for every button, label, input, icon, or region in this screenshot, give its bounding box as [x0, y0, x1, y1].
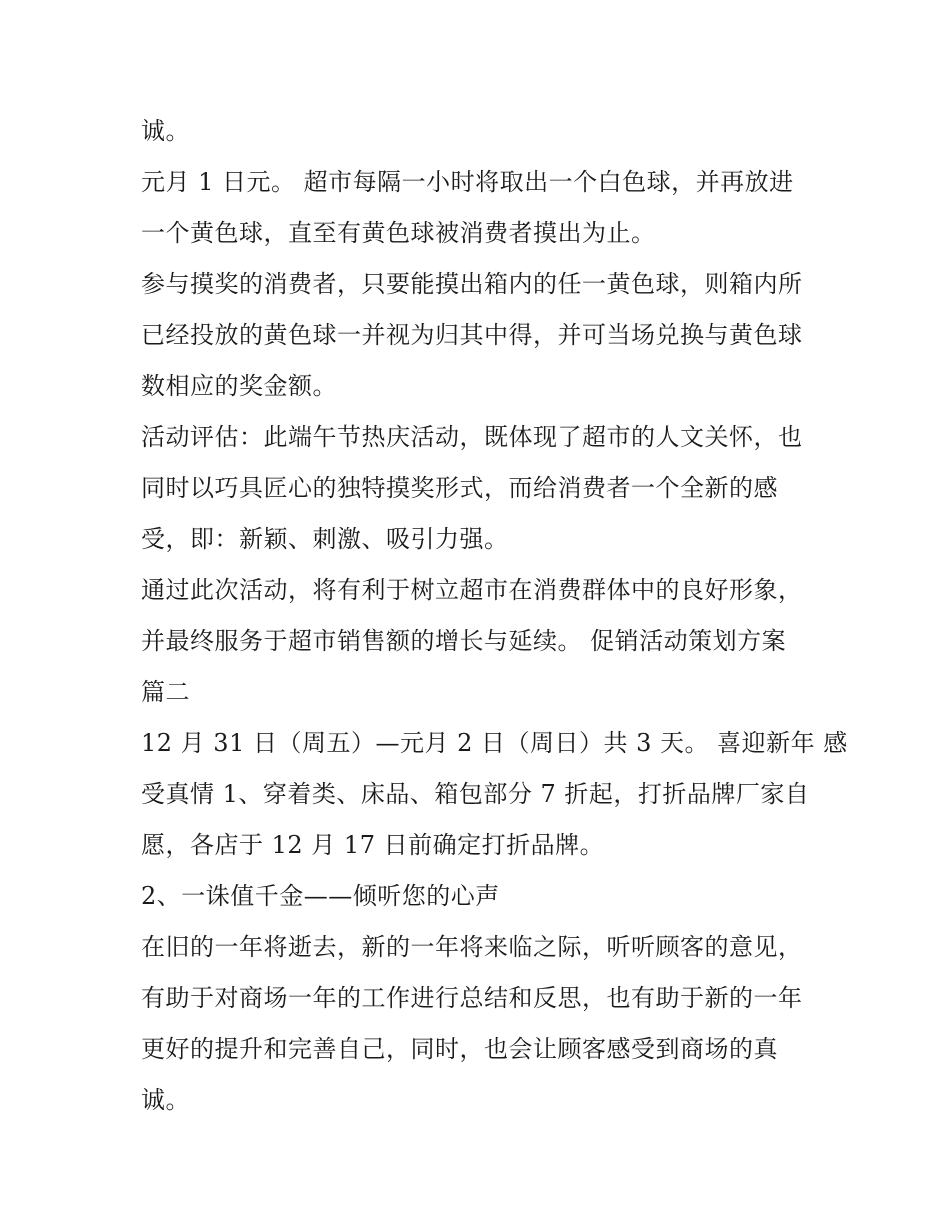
text-line: 通过此次活动，将有利于树立超市在消费群体中的良好形象，	[141, 576, 803, 604]
text-line: 已经投放的黄色球一并视为归其中得，并可当场兑换与黄色球	[141, 321, 803, 349]
text-line: 一个黄色球，直至有黄色球被消费者摸出为止。	[141, 219, 656, 247]
text-line: 在旧的一年将逝去，新的一年将来临之际，听听顾客的意见，	[141, 933, 803, 961]
text-line: 数相应的奖金额。	[141, 372, 337, 400]
text-line: 篇二	[141, 678, 190, 706]
text-line: 并最终服务于超市销售额的增长与延续。 促销活动策划方案	[141, 627, 787, 655]
text-line: 元月 1 日元。 超市每隔一小时将取出一个白色球，并再放进	[141, 168, 794, 196]
text-line: 参与摸奖的消费者，只要能摸出箱内的任一黄色球，则箱内所	[141, 270, 803, 298]
text-line: 受，即：新颖、刺激、吸引力强。	[141, 525, 509, 553]
text-line: 活动评估：此端午节热庆活动，既体现了超市的人文关怀，也	[141, 423, 803, 451]
text-line: 有助于对商场一年的工作进行总结和反思，也有助于新的一年	[141, 984, 803, 1012]
text-line: 愿，各店于 12 月 17 日前确定打折品牌。	[141, 831, 605, 859]
document-body	[141, 106, 848, 1126]
text-line: 诚。	[141, 117, 190, 145]
text-line: 更好的提升和完善自己，同时，也会让顾客感受到商场的真	[141, 1035, 778, 1063]
text-line: 同时以巧具匠心的独特摸奖形式，而给消费者一个全新的感	[141, 474, 778, 502]
text-line: 诚。	[141, 1086, 190, 1114]
text-line: 2、一诛值千金——倾听您的心声	[141, 882, 500, 910]
text-line: 12 月 31 日（周五）—元月 2 日（周日）共 3 天。 喜迎新年 感	[141, 729, 848, 757]
text-line: 受真情 1、穿着类、床品、箱包部分 7 折起，打折品牌厂家自	[141, 780, 810, 808]
